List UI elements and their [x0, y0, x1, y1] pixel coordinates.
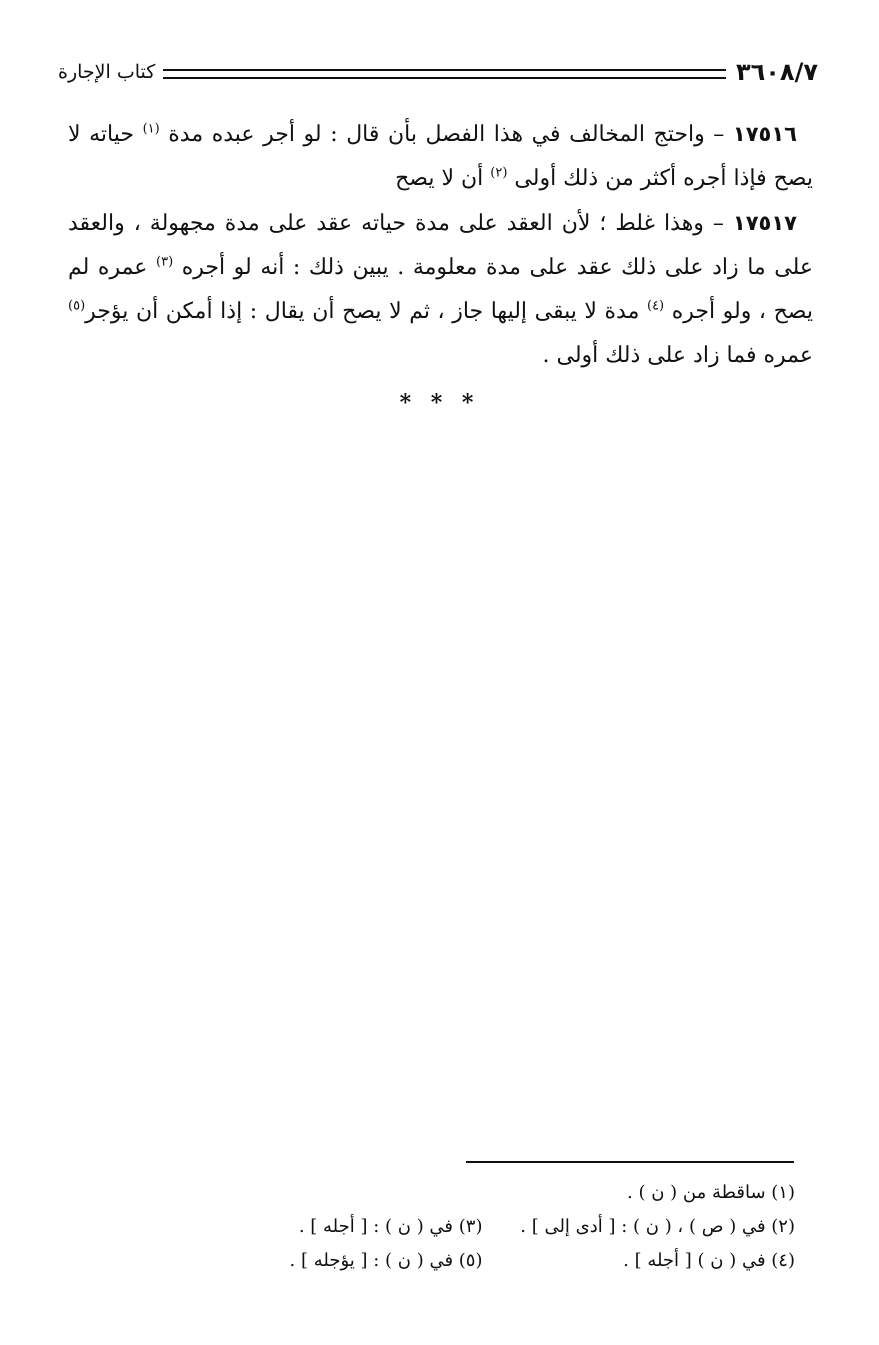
- footnote-marker: (١): [142, 121, 160, 137]
- section-separator: * * *: [399, 390, 480, 416]
- main-text: [68, 112, 813, 378]
- footnote-marker: (٣): [156, 254, 174, 270]
- footnotes: [170, 1176, 795, 1278]
- footnote-row: [170, 1244, 795, 1278]
- footnote-marker: (٤): [646, 298, 665, 314]
- paragraph-text: أن لا يصح: [395, 166, 491, 191]
- paragraph-number: ١٧٥١٦: [732, 122, 797, 146]
- footnote-4: (٤) في ( ن ) [ أجله ] .: [623, 1250, 795, 1271]
- book-title: كتاب الإجارة: [58, 61, 156, 83]
- footnote-rule: [466, 1161, 794, 1163]
- paragraph-number: ١٧٥١٧: [732, 211, 797, 235]
- paragraph: [68, 112, 813, 201]
- paragraph-text: عمره لم يصح ، ولو أجره: [68, 255, 814, 324]
- paragraph-text: – وهذا غلط ؛ لأن العقد على مدة حياته عقد على مدة مجهولة ، والعقد على ما زاد على ذلك عقد على مدة معلومة . يبين ذلك : أنه لو أجره: [68, 211, 813, 280]
- footnote-1: (١) ساقطة من ( ن ) .: [627, 1182, 795, 1203]
- paragraph: [68, 201, 813, 378]
- paragraph-text: مدة لا يبقى إليها جاز ، ثم لا يصح أن يقال : إذا أمكن أن يؤجر: [85, 299, 647, 324]
- header-rule: [163, 69, 726, 79]
- paragraph-text: حياته لا يصح فإذا أجره أكثر من ذلك أولى: [68, 122, 813, 191]
- page-number: ٣٦٠٨/٧: [735, 58, 818, 86]
- footnote-5: (٥) في ( ن ) : [ يؤجله ] .: [289, 1250, 483, 1271]
- footnote-marker: (٥): [68, 298, 86, 314]
- footnote-row: [170, 1176, 795, 1210]
- paragraph-text: – واحتج المخالف في هذا الفصل بأن قال : لو أجر عبده مدة: [159, 122, 733, 147]
- paragraph-text: عمره فما زاد على ذلك أولى .: [542, 343, 813, 368]
- running-header: [58, 52, 818, 92]
- footnote-row: [170, 1210, 795, 1244]
- footnote-marker: (٢): [490, 165, 508, 181]
- footnote-2: (٢) في ( ص ) ، ( ن ) : [ أدى إلى ] .: [520, 1216, 795, 1237]
- footnote-3: (٣) في ( ن ) : [ أجله ] .: [298, 1216, 483, 1237]
